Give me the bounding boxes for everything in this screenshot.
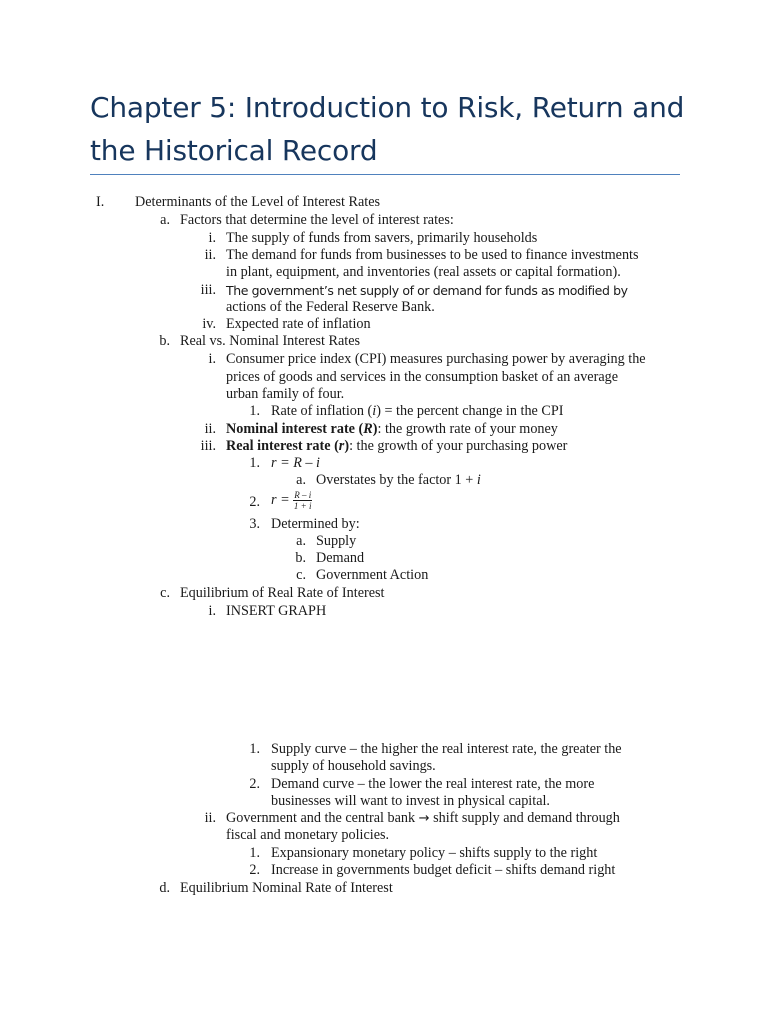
outline-marker: i. (208, 351, 216, 367)
outline-text: INSERT GRAPH (226, 603, 327, 619)
outline-text: Demand (316, 550, 365, 566)
outline-text: businesses will want to invest in physical capital. (271, 793, 550, 809)
outline-text: The government’s net supply of or demand for funds as modified by (226, 283, 628, 298)
arrow-right-icon: → (418, 811, 430, 826)
outline-text: Government Action (316, 567, 429, 583)
outline-text: Government and the central bank → shift supply and demand through (226, 810, 620, 826)
outline-text: Consumer price index (CPI) measures purchasing power by averaging the (226, 351, 646, 367)
outline-marker: 3. (249, 516, 260, 532)
outline-text: Equilibrium of Real Rate of Interest (180, 585, 385, 601)
outline-marker: 2. (249, 776, 260, 792)
outline-marker: c. (296, 567, 306, 583)
outline-marker: 2. (249, 862, 260, 878)
outline-marker: 1. (249, 741, 260, 757)
outline-marker: a. (160, 212, 170, 228)
outline-text: prices of goods and services in the consumption basket of an average (226, 369, 619, 385)
outline-text: Determinants of the Level of Interest Rates (135, 194, 381, 210)
outline-marker: i. (208, 230, 216, 246)
outline-marker: ii. (204, 247, 216, 263)
outline-text: Expected rate of inflation (226, 316, 371, 332)
outline-marker: ii. (204, 810, 216, 826)
fraction: $\frac{R - i}{1 + i}$ (293, 490, 312, 511)
outline-text: urban family of four. (226, 386, 345, 402)
outline-marker: iii. (200, 282, 216, 298)
outline-text: The demand for funds from businesses to be used to finance investments (226, 247, 639, 263)
outline-text: Supply curve – the higher the real interest rate, the greater the (271, 741, 622, 757)
outline-marker: I. (96, 194, 105, 210)
outline-text: supply of household savings. (271, 758, 436, 774)
outline-text: Determined by: (271, 516, 360, 532)
outline-text: Real vs. Nominal Interest Rates (180, 333, 361, 349)
outline-text: Overstates by the factor 1 + i (316, 472, 481, 488)
equation: r = R – i (271, 455, 320, 471)
outline-marker: 1. (249, 403, 260, 419)
outline-marker: b. (159, 333, 170, 349)
outline-text: actions of the Federal Reserve Bank. (226, 299, 435, 315)
outline-text: Equilibrium Nominal Rate of Interest (180, 880, 393, 896)
outline-marker: 2. (249, 494, 260, 510)
outline-text: Expansionary monetary policy – shifts supply to the right (271, 845, 598, 861)
outline-text: fiscal and monetary policies. (226, 827, 390, 843)
outline-marker: a. (296, 533, 306, 549)
outline-text: Supply (316, 533, 357, 549)
outline-marker: a. (296, 472, 306, 488)
outline-text: Factors that determine the level of interest rates: (180, 212, 454, 228)
outline-text: Nominal interest rate (R): the growth rate of your money (226, 421, 558, 437)
equation: r = $\frac{R - i}{1 + i}$ (271, 490, 312, 511)
outline-text: Increase in governments budget deficit – shifts demand right (271, 862, 616, 878)
outline-marker: d. (159, 880, 170, 896)
outline-marker: i. (208, 603, 216, 619)
page-title: Chapter 5: Introduction to Risk, Return and the Historical Record (90, 91, 685, 167)
outline-marker: 1. (249, 455, 260, 471)
outline-text: The supply of funds from savers, primarily households (226, 230, 538, 246)
outline-marker: ii. (204, 421, 216, 437)
outline-marker: iii. (200, 438, 216, 454)
outline-text: Real interest rate (r): the growth of your purchasing power (226, 438, 568, 454)
outline-marker: b. (295, 550, 306, 566)
outline-marker: c. (160, 585, 170, 601)
outline-marker: 1. (249, 845, 260, 861)
outline-text: Demand curve – the lower the real interest rate, the more (271, 776, 595, 792)
outline-marker: iv. (202, 316, 216, 332)
outline-text: Rate of inflation (i) = the percent change in the CPI (271, 403, 564, 419)
title-underline (90, 174, 680, 175)
outline-text: in plant, equipment, and inventories (real assets or capital formation). (226, 264, 621, 280)
